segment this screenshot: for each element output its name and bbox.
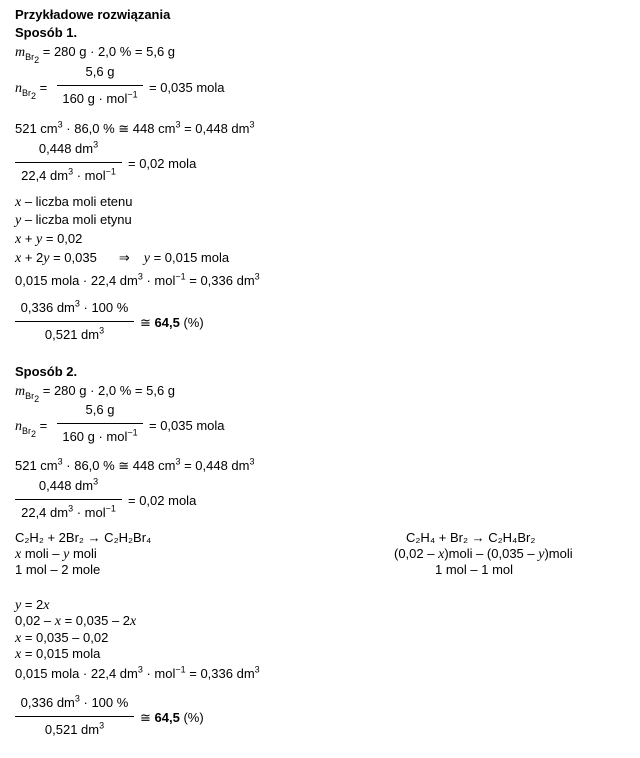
method2-percent-fraction	[15, 695, 134, 741]
fraction-numerator: 5,6 g	[85, 402, 115, 417]
method2-gas-moles-result: = 0,02 mola	[128, 493, 197, 508]
method2-moles-label: $n_{Br_2}$ =	[15, 418, 48, 439]
method2-step-2: 0,02 – x = 0,035 – 2x	[15, 613, 137, 629]
method2-title: Sposób 2.	[15, 364, 78, 379]
fraction-denominator: 22,4 $dm^3 \cdot mol^{-1}$	[21, 166, 116, 183]
method1-moles-label: $n_{Br_2}$ =	[15, 80, 48, 101]
ethene-moles-ratio: (0,02 – x)moli – (0,035 – y)moli	[394, 546, 573, 562]
method1-percent-fraction	[15, 300, 134, 346]
fraction-denominator: 0,521 $dm^3$	[44, 720, 105, 737]
ethyne-moles-ratio: x moli – y moli	[15, 546, 97, 562]
fraction-bar	[15, 321, 134, 322]
fraction-numerator: 0,448 $dm^3$	[38, 476, 99, 493]
fraction-bar	[57, 85, 143, 86]
solutions-heading: Przykładowe rozwiązania	[15, 7, 171, 22]
method2-step-3: x = 0,035 – 0,02	[15, 630, 109, 646]
method1-equation-1: x + y = 0,02	[15, 231, 83, 247]
ethene-stoichiometry: 1 mol – 1 mol	[435, 562, 514, 577]
fraction-denominator: 22,4 $dm^3 \cdot mol^{-1}$	[21, 503, 116, 520]
fraction-numerator: 0,336 $dm^3 \cdot 100$ %	[20, 298, 129, 315]
method1-ethyne-volume: 0,015 mola · 22,4 $dm^3 \cdot mol^{-1} = 0,336$ $dm^3$	[15, 271, 260, 288]
method1-percent-result: ≅ 64,5 (%)	[140, 315, 204, 330]
ethene-reaction: C₂H₄ + Br₂ → C₂H₄Br₂	[406, 530, 536, 545]
implies-arrow: ⇒	[118, 250, 130, 265]
ethyne-stoichiometry: 1 mol – 2 mole	[15, 562, 101, 577]
method1-moles-result: = 0,035 mola	[149, 80, 225, 95]
method1-volume-line: 521 $cm^3 \cdot 86,0$ % ≅ 448 $cm^3 = 0,448$ $dm^3$	[15, 119, 255, 136]
method2-volume-line: 521 $cm^3 \cdot 86,0$ % ≅ 448 $cm^3 = 0,448$ $dm^3$	[15, 456, 255, 473]
fraction-numerator: 0,336 $dm^3 \cdot 100$ %	[20, 693, 129, 710]
method2-gas-moles-fraction	[15, 478, 122, 524]
fraction-bar	[15, 716, 134, 717]
method1-mass-equation: $m_{Br_2} = 280$ g · 2,0 % = 5,6 g	[15, 44, 176, 65]
fraction-denominator: 0,521 $dm^3$	[44, 325, 105, 342]
method1-moles-fraction	[57, 64, 143, 110]
method2-moles-result: = 0,035 mola	[149, 418, 225, 433]
method2-step-4: x = 0,015 mola	[15, 646, 101, 662]
fraction-denominator: 160 g · mol$^{-1}$	[62, 427, 138, 444]
method2-percent-result: ≅ 64,5 (%)	[140, 710, 204, 725]
fraction-numerator: 5,6 g	[85, 64, 115, 79]
method1-gas-moles-result: = 0,02 mola	[128, 156, 197, 171]
fraction-numerator: 0,448 $dm^3$	[38, 139, 99, 156]
ethyne-reaction: C₂H₂ + 2Br₂ → C₂H₂Br₄	[15, 530, 152, 545]
method1-title: Sposób 1.	[15, 25, 78, 40]
method1-equation-2: x + 2y = 0,035 ⇒ y = 0,015 mola	[15, 250, 230, 266]
method1-gas-moles-fraction	[15, 141, 122, 187]
method2-moles-fraction	[57, 402, 143, 448]
method1-x-definition: x – liczba moli etenu	[15, 194, 133, 210]
fraction-bar	[15, 162, 122, 163]
method2-mass-equation: $m_{Br_2} = 280$ g · 2,0 % = 5,6 g	[15, 383, 176, 404]
method2-step-1: y = 2x	[15, 597, 50, 613]
method2-ethyne-volume: 0,015 mola · 22,4 $dm^3 \cdot mol^{-1} = 0,336$ $dm^3$	[15, 664, 260, 681]
fraction-denominator: 160 g · mol$^{-1}$	[62, 89, 138, 106]
fraction-bar	[15, 499, 122, 500]
fraction-bar	[57, 423, 143, 424]
method1-y-definition: y – liczba moli etynu	[15, 212, 132, 228]
